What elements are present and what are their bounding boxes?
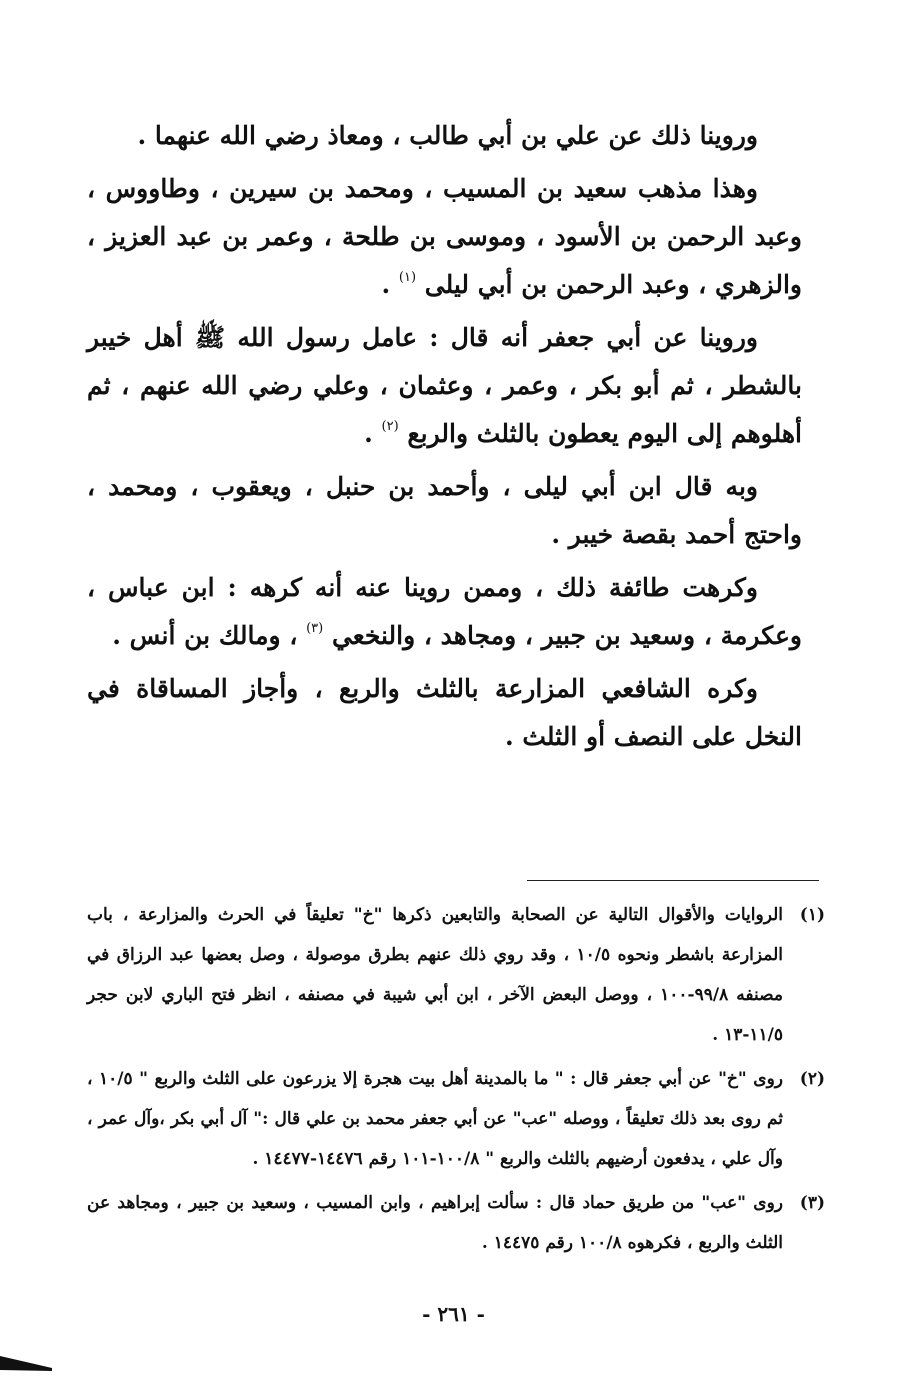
footnote-text: روى "عب" من طريق حماد قال : سألت إبراهيم ، وابن المسيب ، وسعيد بن جبير ، ومجاهد عن الثلث والربع ، فكرهوه ١٠٠/٨ رقم ١٤٤٧٥ . (87, 1193, 783, 1253)
paragraph-2: وهذا مذهب سعيد بن المسيب ، ومحمد بن سيرين ، وطاووس ، وعبد الرحمن بن الأسود ، وموسى بن طلحة ، وعمر بن عبد العزيز ، والزهري ، وعبد الرحمن بن أبي ليلى $^{(١)}$ . (87, 174, 802, 299)
page-number: - ٢٦١ - (422, 1302, 485, 1326)
paragraph-1: وروينا ذلك عن علي بن أبي طالب ، ومعاذ رضي الله عنهما . (137, 121, 758, 150)
footnote-2 (87, 1059, 825, 1179)
footnote-text: الروايات والأقوال التالية عن الصحابة والتابعين ذكرها "خ" تعليقاً في الحرث والمزارعة ، باب المزارعة باشطر ونحوه ١٠/٥ ، وقد روي ذلك عنهم بطرق موصولة ، وصل بعضها عبد الرزاق في مصنفه ٩٩/٨-١٠٠ ، ووصل البعض الآخر ، ابن أبي شيبة في مصنفه ، انظر فتح الباري لابن حجر ١١/٥-١٣ . (87, 905, 784, 1045)
paragraph-4: وبه قال ابن أبي ليلى ، وأحمد بن حنبل ، ويعقوب ، ومحمد ، واحتج أحمد بقصة خيبر . (87, 472, 802, 549)
footnote-3 (87, 1183, 825, 1263)
footnote-text: روى "خ" عن أبي جعفر قال : " ما بالمدينة أهل بيت هجرة إلا يزرعون على الثلث والربع " ١٠/٥ ، ثم روى بعد ذلك تعليقاً ، ووصله "عب" عن أبي جعفر محمد بن علي قال :" آل أبي بكر ،وآل عمر ، وآل علي ، يدفعون أرضيهم بالثلث والربع " ١٠٠/٨-١٠١ رقم ١٤٤٧٦-١٤٤٧٧ . (87, 1069, 784, 1169)
footnote-separator (527, 880, 819, 881)
footnote-number: (١) (799, 905, 825, 925)
footnote-number: (٣) (799, 1193, 825, 1213)
footnote-ref-2[interactable]: (٢) (381, 419, 399, 434)
footnotes (87, 895, 825, 1267)
paragraph-3: وروينا عن أبي جعفر أنه قال : عامل رسول الله ﷺ أهل خيبر بالشطر ، ثم أبو بكر ، وعمر ، وعثمان ، وعلي رضي الله عنهم ، ثم أهلوهم إلى اليوم يعطون بالثلث والربع $^{(٢)}$ . (87, 323, 802, 448)
paragraph-5: وكرهت طائفة ذلك ، وممن روينا عنه أنه كرهه : ابن عباس ، وعكرمة ، وسعيد بن جبير ، ومجاهد ، والنخعي $^{(٣)}$ ، ومالك بن أنس . (87, 573, 802, 650)
footnote-1 (87, 895, 825, 1055)
footnote-number: (٢) (799, 1069, 825, 1089)
main-text (87, 112, 802, 766)
footnote-ref-1[interactable]: (١) (398, 270, 417, 285)
scan-edge-mark (0, 1352, 52, 1374)
paragraph-6: وكره الشافعي المزارعة بالثلث والربع ، وأجاز المساقاة في النخل على النصف أو الثلث . (87, 674, 802, 751)
footnote-ref-3[interactable]: (٣) (306, 621, 324, 636)
